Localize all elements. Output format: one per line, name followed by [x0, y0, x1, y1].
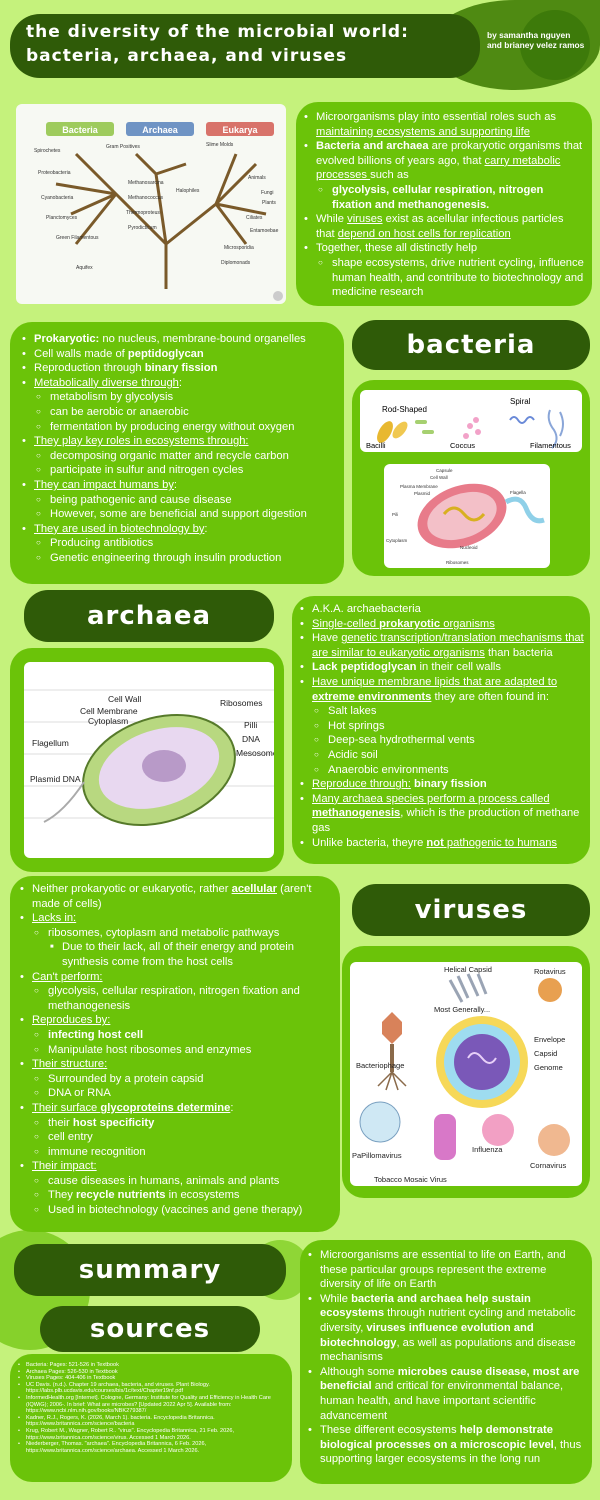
tree-of-life-diagram: [16, 104, 286, 304]
virus-item: • Neither prokaryotic or eukaryotic, rather acellular (aren't made of cells): [18, 882, 334, 911]
svg-text:Cyanobacteria: Cyanobacteria: [41, 195, 74, 201]
bacteria-cell-image: [384, 464, 550, 568]
bacteria-sub-item: ○ being pathogenic and cause disease: [20, 493, 336, 508]
bacteria-item: • Metabolically diverse through:: [20, 376, 336, 391]
summary-item: • These different ecosystems help demonstrate biological processes on a microscopic level, thus supporting larger ecosystems in the long run: [306, 1423, 586, 1467]
svg-text:Cytoplasm: Cytoplasm: [386, 538, 408, 543]
svg-text:Mesosome: Mesosome: [236, 748, 274, 758]
source-item: • Niederberger, Thomas. "archaea". Encyclopedia Britannica, 6 Feb. 2026, https://www.britannica.com/science/archaea. Accessed 1 March 2026.: [16, 1441, 286, 1454]
archaea-item: • Have unique membrane lipids that are adapted to extreme environments they are often found in:: [298, 675, 584, 704]
source-item: • Viruses Pages: 404-406 in Textbook: [16, 1375, 286, 1382]
bacteria-heading: bacteria: [352, 320, 590, 370]
virus-sub-item: ○ their host specificity: [18, 1116, 334, 1131]
intro-panel: [296, 102, 592, 306]
svg-text:Genome: Genome: [534, 1063, 563, 1072]
bacteria-sub-item: ○ participate in sulfur and nitrogen cycles: [20, 463, 336, 478]
bacteria-sub-item: ○ fermentation by producing energy without oxygen: [20, 420, 336, 435]
svg-text:Cell Wall: Cell Wall: [430, 475, 448, 480]
svg-text:Influenza: Influenza: [472, 1145, 503, 1154]
svg-text:Animals: Animals: [248, 175, 266, 181]
svg-text:Entamoebae: Entamoebae: [250, 228, 279, 234]
viruses-image: [350, 962, 582, 1186]
bacteria-sub-item: ○ However, some are beneficial and support digestion: [20, 507, 336, 522]
svg-text:Pili: Pili: [392, 512, 399, 517]
virus-item: • Their impact:: [18, 1159, 334, 1174]
svg-text:Rod-Shaped: Rod-Shaped: [382, 405, 427, 414]
source-item: • Bacteria: Pages: 521-526 in Textbook: [16, 1362, 286, 1369]
intro-sub-item: ○ shape ecosystems, drive nutrient cycling, influence human health, and contribute to biotechnology and medicine research: [302, 256, 584, 300]
svg-text:Flagellum: Flagellum: [32, 738, 69, 748]
bacteria-cell-diagram: [384, 464, 550, 568]
svg-text:Coccus: Coccus: [450, 441, 476, 450]
svg-text:Cytoplasm: Cytoplasm: [88, 716, 129, 726]
summary-panel: [300, 1240, 592, 1484]
svg-text:Fungi: Fungi: [261, 190, 274, 196]
svg-text:Planctomyces: Planctomyces: [46, 215, 78, 221]
archaea-env: ○ Deep-sea hydrothermal vents: [298, 733, 584, 748]
tree-of-life-image: [16, 104, 286, 304]
intro-item: • While viruses exist as acellular infectious particles that depend on host cells for replication: [302, 212, 584, 241]
virus-sub-item: ○ ribosomes, cytoplasm and metabolic pathways: [18, 926, 334, 941]
bacteria-sub-item: ○ metabolism by glycolysis: [20, 390, 336, 405]
svg-text:Pyrodicticum: Pyrodicticum: [128, 225, 157, 231]
svg-text:PaPillomavirus: PaPillomavirus: [352, 1151, 402, 1160]
bacteria-item: • They play key roles in ecosystems through:: [20, 434, 336, 449]
svg-text:Methanococcus: Methanococcus: [128, 195, 164, 201]
virus-sub-item: ○ Manipulate host ribosomes and enzymes: [18, 1043, 334, 1058]
virus-item: • Their structure:: [18, 1057, 334, 1072]
svg-text:Aquifex: Aquifex: [76, 265, 93, 271]
bacteria-shapes-image: [360, 390, 582, 452]
svg-text:Cornavirus: Cornavirus: [530, 1161, 567, 1170]
archaea-env: ○ Acidic soil: [298, 748, 584, 763]
svg-text:Eukarya: Eukarya: [222, 125, 258, 135]
archaea-image-panel: [10, 648, 284, 872]
sources-panel: [10, 1354, 292, 1482]
summary-heading: summary: [14, 1244, 286, 1296]
svg-text:Helical Capsid: Helical Capsid: [444, 965, 492, 974]
svg-text:Capsid: Capsid: [534, 1049, 558, 1058]
virus-sub-item: ○ cause diseases in humans, animals and plants: [18, 1174, 334, 1189]
svg-text:Plants: Plants: [262, 200, 276, 206]
svg-text:Most Generally...: Most Generally...: [434, 1005, 491, 1014]
svg-text:Bacteria: Bacteria: [62, 125, 98, 135]
source-item: • Archaea Pages: 526-530 in Textbook: [16, 1369, 286, 1376]
svg-text:Cell Wall: Cell Wall: [108, 694, 142, 704]
archaea-item: • Reproduce through: binary fission: [298, 777, 584, 792]
svg-text:Plasmid: Plasmid: [414, 491, 431, 496]
svg-text:Microsporidia: Microsporidia: [224, 245, 254, 251]
virus-sub-item: ○ DNA or RNA: [18, 1086, 334, 1101]
intro-item: • Microorganisms play into essential roles such as maintaining ecosystems and supporting life: [302, 110, 584, 139]
bacteria-text-panel: [10, 322, 344, 584]
svg-text:Bacilli: Bacilli: [366, 441, 386, 450]
virus-sub-item: ○ glycolysis, cellular respiration, nitrogen fixation and methanogenesis: [18, 984, 334, 1013]
svg-text:Proteobacteria: Proteobacteria: [38, 170, 71, 176]
svg-text:Flagella: Flagella: [510, 490, 526, 495]
svg-text:Diplomonads: Diplomonads: [221, 260, 251, 266]
archaea-item: • Have genetic transcription/translation mechanisms that are similar to eukaryotic organisms than bacteria: [298, 631, 584, 660]
bacteria-sub-item: ○ decomposing organic matter and recycle carbon: [20, 449, 336, 464]
virus-sub-item: ○ Surrounded by a protein capsid: [18, 1072, 334, 1087]
archaea-heading: archaea: [24, 590, 274, 642]
intro-item: • Bacteria and archaea are prokaryotic organisms that evolved billions of years ago, that carry metabolic processes such as: [302, 139, 584, 183]
svg-text:Capsule: Capsule: [436, 468, 453, 473]
bacteria-item: • They can impact humans by:: [20, 478, 336, 493]
svg-text:Gram Positives: Gram Positives: [106, 144, 140, 150]
viruses-heading: viruses: [352, 884, 590, 936]
archaea-item: • Lack peptidoglycan in their cell walls: [298, 660, 584, 675]
archaea-item: • A.K.A. archaebacteria: [298, 602, 584, 617]
authors: by samantha nguyen and brianey velez ramos: [487, 30, 585, 50]
archaea-text-panel: [292, 596, 590, 864]
intro-sub-item: ○ glycolysis, cellular respiration, nitrogen fixation and methanogenesis.: [302, 183, 584, 212]
svg-text:Plasmid DNA: Plasmid DNA: [30, 774, 81, 784]
svg-text:Methanosarcina: Methanosarcina: [128, 180, 164, 186]
bacteria-sub-item: ○ Genetic engineering through insulin production: [20, 551, 336, 566]
page-title: [26, 22, 409, 66]
page-title-line1: the diversity of the microbial world:: [26, 22, 409, 42]
viruses-image-panel: [342, 946, 590, 1198]
archaea-item: • Unlike bacteria, theyre not pathogenic to humans: [298, 836, 584, 851]
svg-text:Tobacco Mosaic Virus: Tobacco Mosaic Virus: [374, 1175, 447, 1184]
title-banner: [10, 14, 480, 78]
svg-text:Ribosomes: Ribosomes: [220, 698, 263, 708]
svg-text:Spiral: Spiral: [510, 397, 531, 406]
svg-text:Pilli: Pilli: [244, 720, 258, 730]
summary-item: • While bacteria and archaea help sustain ecosystems through nutrient cycling and metabolic diversity, viruses influence evolution and biotechnology, as well as populations and disease mechanisms: [306, 1292, 586, 1365]
virus-item: • Can't perform:: [18, 970, 334, 985]
source-item: • Krug, Robert M., Wagner, Robert R.. "virus". Encyclopedia Britannica, 21 Feb. 2026, https://www.britannica.com/science/virus. Accessed 1 March 2026.: [16, 1428, 286, 1441]
virus-sub-item: ○ immune recognition: [18, 1145, 334, 1160]
virus-item: • Lacks in:: [18, 911, 334, 926]
svg-text:Ciliates: Ciliates: [246, 215, 263, 221]
bacteria-sub-item: ○ can be aerobic or anaerobic: [20, 405, 336, 420]
intro-item: • Together, these all distinctly help: [302, 241, 584, 256]
bacteria-item: • Reproduction through binary fission: [20, 361, 336, 376]
svg-text:Plasma Membrane: Plasma Membrane: [400, 484, 438, 489]
summary-item: • Microorganisms are essential to life on Earth, and these particular groups represent the extreme diversity of life on Earth: [306, 1248, 586, 1292]
bacteria-item: • They are used in biotechnology by:: [20, 522, 336, 537]
virus-sub-item: ○ infecting host cell: [18, 1028, 334, 1043]
sources-heading: sources: [40, 1306, 260, 1352]
svg-text:Cell Membrane: Cell Membrane: [80, 706, 138, 716]
svg-text:Nucleoid: Nucleoid: [460, 545, 478, 550]
svg-text:Thermoproteus: Thermoproteus: [126, 210, 160, 216]
source-item: • Kadner, R.J., Rogers, K. (2026, March 1). bacteria. Encyclopedia Britannica. https://www.britannica.com/science/bacteria: [16, 1415, 286, 1428]
bacteria-item: • Cell walls made of peptidoglycan: [20, 347, 336, 362]
virus-sub-item: ○ Used in biotechnology (vaccines and gene therapy): [18, 1203, 334, 1218]
page-title-line2: bacteria, archaea, and viruses: [26, 46, 348, 66]
svg-text:Halophiles: Halophiles: [176, 188, 200, 194]
virus-item: • Reproduces by:: [18, 1013, 334, 1028]
svg-text:Envelope: Envelope: [534, 1035, 566, 1044]
source-item: • InformedHealth.org [Internet]. Cologne, Germany: Institute for Quality and Efficiency in Health Care (IQWiG); 2006-. In brief: What are microbes? [Updated 2022 Apr 5]. Available from: https://www.ncbi.nlm.nih.gov/books/NBK279387/: [16, 1395, 286, 1415]
svg-text:Spirochetes: Spirochetes: [34, 148, 61, 154]
archaea-cell-diagram: [24, 662, 274, 858]
archaea-cell-image: [24, 662, 274, 858]
bacteria-shapes-diagram: [360, 390, 582, 452]
virus-item: • Their surface glycoproteins determine:: [18, 1101, 334, 1116]
bacteria-item: • Prokaryotic: no nucleus, membrane-bound organelles: [20, 332, 336, 347]
bacteria-sub-item: ○ Producing antibiotics: [20, 536, 336, 551]
svg-text:Filamentous: Filamentous: [530, 441, 571, 450]
virus-sub-item: ○ They recycle nutrients in ecosystems: [18, 1188, 334, 1203]
svg-text:Bacteriophage: Bacteriophage: [356, 1061, 405, 1070]
archaea-item: • Many archaea species perform a process called methanogenesis, which is the production of methane gas: [298, 792, 584, 836]
svg-text:Rotavirus: Rotavirus: [534, 967, 566, 976]
bacteria-image-panel: [352, 380, 590, 576]
archaea-env: ○ Hot springs: [298, 719, 584, 734]
svg-text:Slime Molds: Slime Molds: [206, 142, 234, 148]
virus-sub2-item: ■ Due to their lack, all of their energy and protein synthesis come from the host cells: [18, 940, 334, 969]
svg-text:DNA: DNA: [242, 734, 260, 744]
svg-text:Green Filamentous: Green Filamentous: [56, 235, 99, 241]
svg-text:Ribosomes: Ribosomes: [446, 560, 469, 565]
svg-text:Archaea: Archaea: [142, 125, 178, 135]
archaea-item: • Single-celled prokaryotic organisms: [298, 617, 584, 632]
archaea-env: ○ Anaerobic environments: [298, 763, 584, 778]
virus-sub-item: ○ cell entry: [18, 1130, 334, 1145]
viruses-diagram: [350, 962, 582, 1186]
archaea-env: ○ Salt lakes: [298, 704, 584, 719]
viruses-text-panel: [10, 876, 340, 1232]
summary-item: • Although some microbes cause disease, most are beneficial and critical for environmental balance, human health, and have important scientific advancement: [306, 1365, 586, 1423]
source-item: • UC Davis. (n.d.). Chapter 19 archaea, bacteria, and viruses. Plant Biology. https://labs.plb.ucdavis.edu/courses/bis/1c/text/Chapter19nf.pdf: [16, 1382, 286, 1395]
